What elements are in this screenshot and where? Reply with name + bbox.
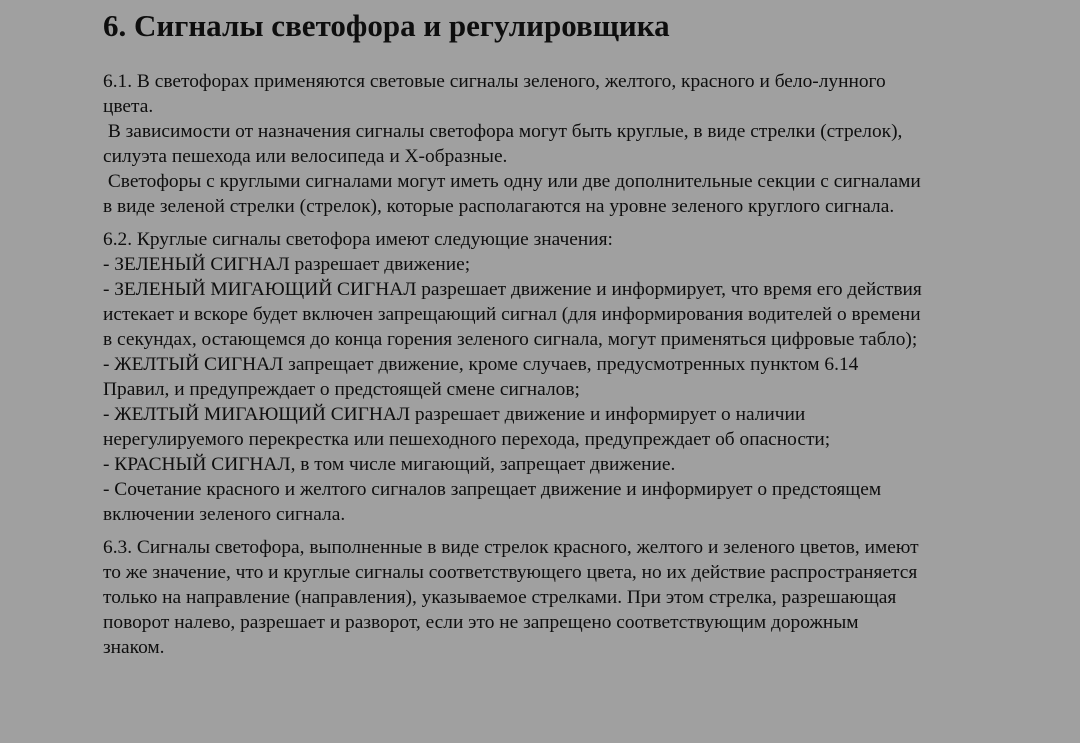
text-line: поворот налево, разрешает и разворот, если это не запрещено соответствующим дорожным [103, 612, 859, 633]
text-line: Светофоры с круглыми сигналами могут иметь одну или две дополнительные секции с сигналами [103, 171, 921, 192]
document-body [103, 69, 1038, 668]
text-line: знаком. [103, 637, 165, 658]
text-line: 6.1. В светофорах применяются световые сигналы зеленого, желтого, красного и бело-лунного [103, 71, 886, 92]
text-line: - Сочетание красного и желтого сигналов запрещает движение и информирует о предстоящем [103, 479, 882, 500]
text-line: силуэта пешехода или велосипеда и Х-образные. [103, 146, 508, 167]
text-line: в секундах, остающемся до конца горения зеленого сигнала, могут применяться цифровые табло); [103, 329, 918, 350]
page-title: 6. Сигналы светофора и регулировщика [103, 8, 670, 43]
text-line: - ЖЕЛТЫЙ СИГНАЛ запрещает движение, кроме случаев, предусмотренных пунктом 6.14 [103, 354, 859, 375]
text-line: только на направление (направления), указываемое стрелками. При этом стрелка, разрешающая [103, 587, 897, 608]
text-line: - КРАСНЫЙ СИГНАЛ, в том числе мигающий, запрещает движение. [103, 454, 676, 475]
text-line: - ЗЕЛЕНЫЙ МИГАЮЩИЙ СИГНАЛ разрешает движение и информирует, что время его действия [103, 279, 922, 300]
text-line: Правил, и предупреждает о предстоящей смене сигналов; [103, 379, 580, 400]
paragraph-6-2 [103, 227, 1038, 527]
text-line: включении зеленого сигнала. [103, 504, 346, 525]
text-line: нерегулируемого перекрестка или пешеходного перехода, предупреждает об опасности; [103, 429, 831, 450]
text-line: 6.2. Круглые сигналы светофора имеют следующие значения: [103, 229, 613, 250]
text-line: - ЖЕЛТЫЙ МИГАЮЩИЙ СИГНАЛ разрешает движение и информирует о наличии [103, 404, 806, 425]
text-line: В зависимости от назначения сигналы светофора могут быть круглые, в виде стрелки (стрелок), [103, 121, 903, 142]
text-line: 6.3. Сигналы светофора, выполненные в виде стрелок красного, желтого и зеленого цветов, имеют [103, 537, 919, 558]
text-line: в виде зеленой стрелки (стрелок), которые располагаются на уровне зеленого круглого сигнала. [103, 196, 895, 217]
text-line: цвета. [103, 96, 154, 117]
text-line: - ЗЕЛЕНЫЙ СИГНАЛ разрешает движение; [103, 254, 471, 275]
paragraph-6-1 [103, 69, 1038, 219]
text-line: истекает и вскоре будет включен запрещающий сигнал (для информирования водителей о времени [103, 304, 921, 325]
text-line: то же значение, что и круглые сигналы соответствующего цвета, но их действие распространяется [103, 562, 918, 583]
paragraph-6-3 [103, 535, 1038, 660]
